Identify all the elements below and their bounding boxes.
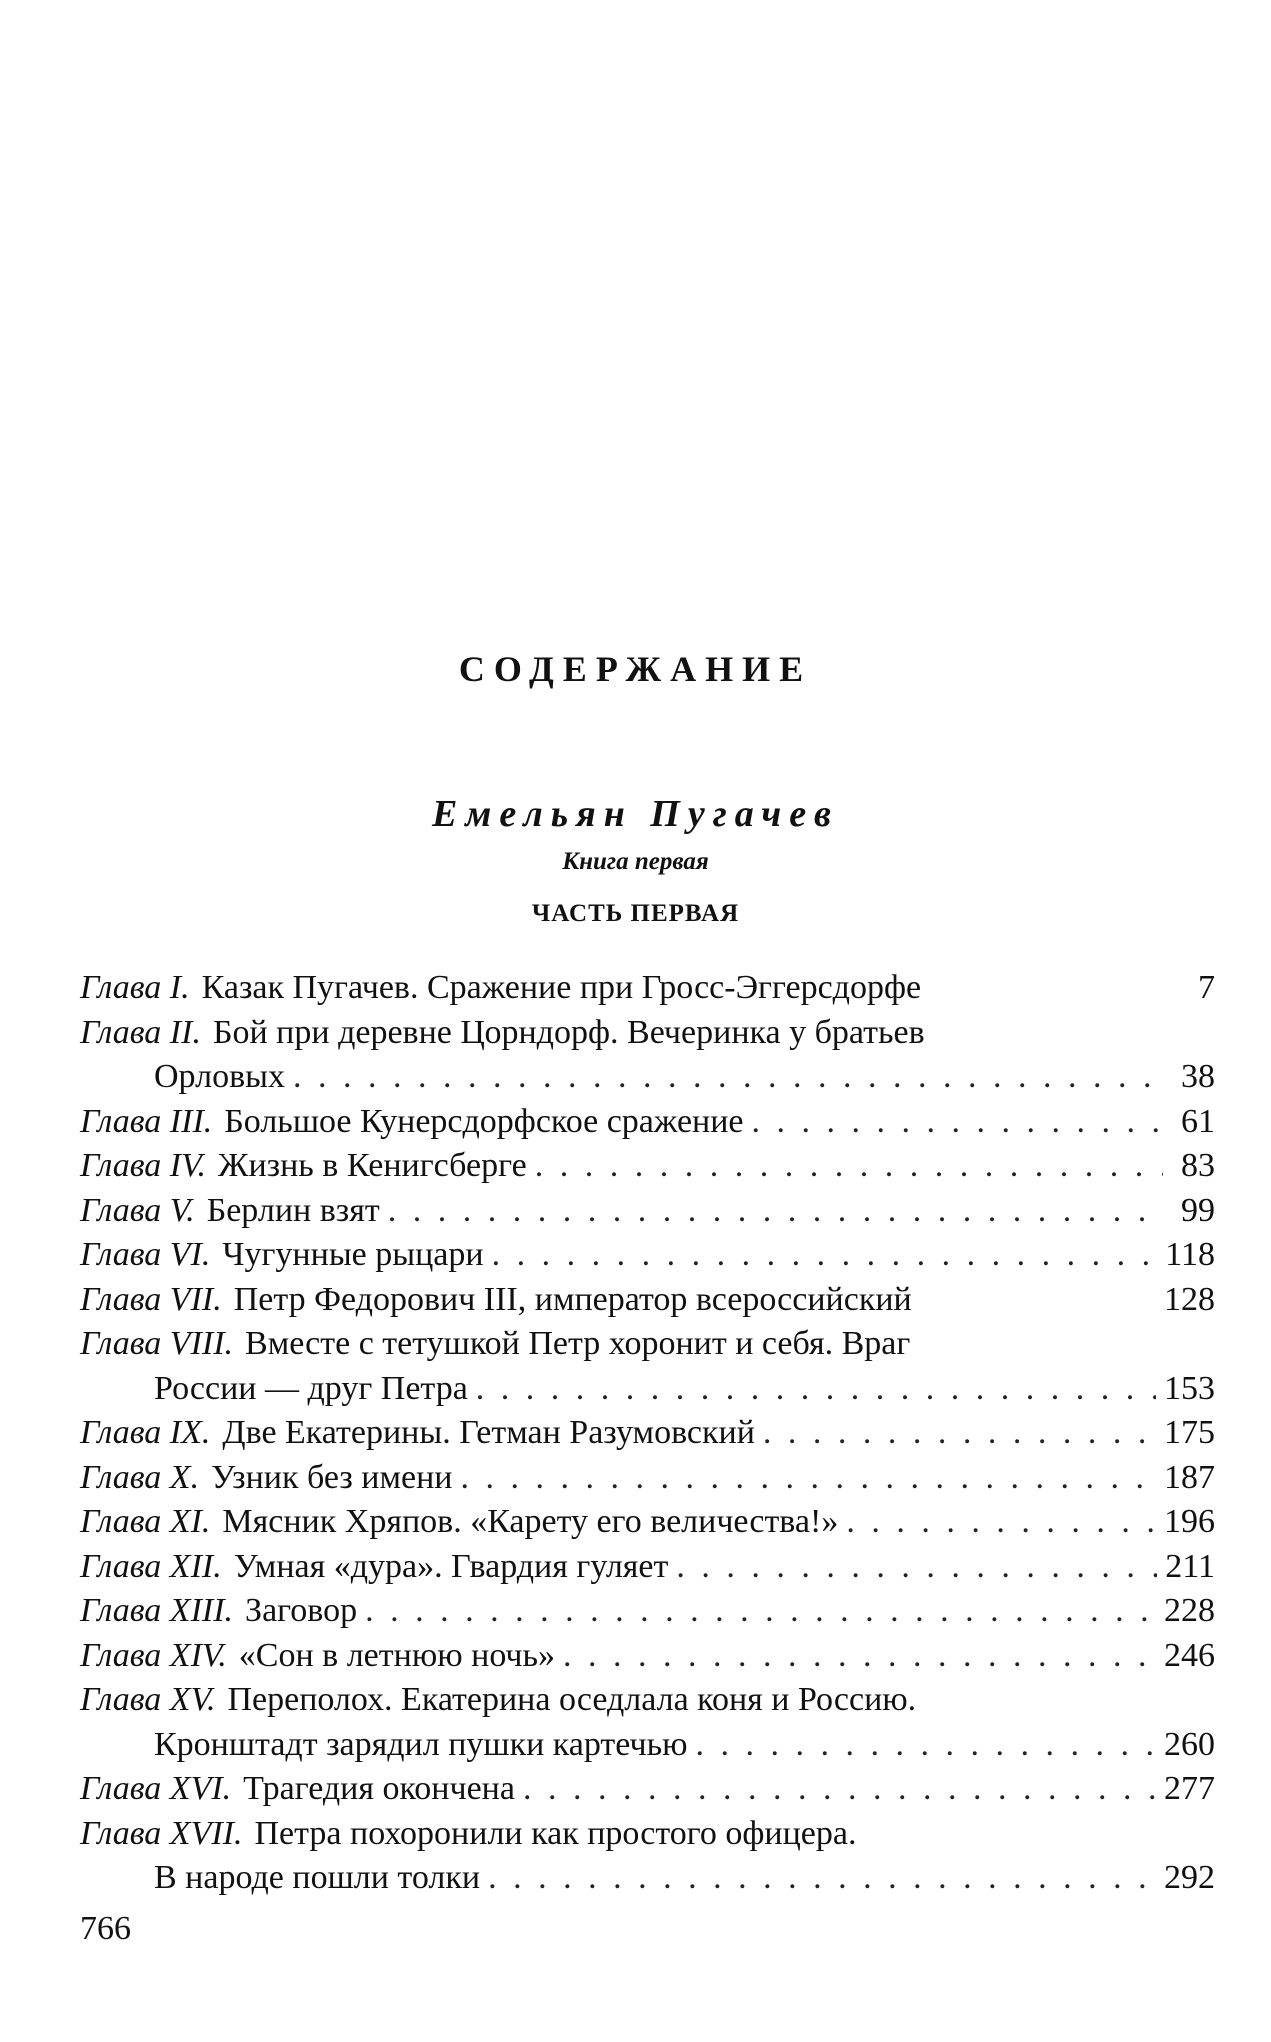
chapter-label: Глава III. (80, 1102, 213, 1140)
chapter-title-text: Казак Пугачев. Сражение при Гросс-Эггерсдорфе (201, 969, 922, 1006)
toc-entry-line (80, 1278, 1215, 1323)
chapter-title-text: России — друг Петра (154, 1369, 468, 1407)
toc-entry (80, 966, 1215, 1011)
toc-entry-line (80, 1634, 1215, 1679)
chapter-title-text: Заговор (245, 1592, 358, 1629)
dot-leader (388, 1189, 1163, 1234)
contents-title: СОДЕРЖАНИЕ (458, 649, 813, 689)
page-number: 292 (1164, 1859, 1215, 1896)
toc-entry-continuation (80, 1723, 1215, 1768)
toc-entry (80, 1678, 1215, 1767)
toc-entry-continuation (80, 1856, 1215, 1901)
toc-entry-line (80, 1678, 1215, 1723)
chapter-title-text: Узник без имени (211, 1458, 453, 1496)
chapter-title-text: Переполох. Екатерина оседлала коня и Россию. (227, 1681, 917, 1718)
toc-entry (80, 1456, 1215, 1501)
toc-entry-line (80, 1100, 1215, 1145)
chapter-label: Глава VII. (80, 1280, 222, 1318)
page-number: 277 (1164, 1770, 1215, 1807)
page-number: 246 (1164, 1636, 1215, 1674)
dot-leader (488, 1856, 1156, 1901)
book-subtitle: Книга первая (562, 848, 709, 875)
chapter-title-text: В народе пошли толки (154, 1859, 481, 1896)
toc-entry-continuation (80, 1367, 1215, 1412)
chapter-label: Глава XII. (80, 1547, 222, 1585)
chapter-title-text: Жизнь в Кенигсберге (218, 1147, 527, 1184)
toc-entry-line (80, 1589, 1215, 1634)
dot-leader (846, 1500, 1156, 1545)
page-number: 211 (1165, 1547, 1215, 1585)
chapter-label: Глава XV. (80, 1681, 216, 1718)
page-number: 118 (1165, 1236, 1215, 1273)
chapter-title-text: Трагедия окончена (243, 1770, 515, 1807)
chapter-label: Глава II. (80, 1013, 201, 1051)
page-number: 196 (1164, 1503, 1215, 1540)
toc-entry (80, 1500, 1215, 1545)
page-number: 175 (1164, 1414, 1215, 1451)
chapter-label: Глава I. (80, 969, 190, 1006)
chapter-label: Глава XI. (80, 1503, 211, 1540)
chapter-title-text: Мясник Хряпов. «Карету его величества!» (222, 1503, 839, 1540)
toc-entry (80, 1011, 1215, 1100)
chapter-title-text: Чугунные рыцари (222, 1236, 484, 1273)
toc-entry-line (80, 1456, 1215, 1501)
toc-entry-continuation (80, 1055, 1215, 1100)
toc-entry (80, 1767, 1215, 1812)
dot-leader (293, 1055, 1163, 1100)
toc-entry (80, 1589, 1215, 1634)
toc-entry-line (80, 1812, 1215, 1857)
chapter-label: Глава IV. (80, 1147, 207, 1184)
page-number: 83 (1181, 1147, 1215, 1184)
toc-entry (80, 1100, 1215, 1145)
chapter-label: Глава XIV. (80, 1636, 227, 1674)
chapter-label: Глава VIII. (80, 1325, 234, 1362)
dot-leader (460, 1456, 1156, 1501)
toc-entry (80, 1144, 1215, 1189)
toc-entry-line (80, 966, 1215, 1011)
page-number: 260 (1164, 1725, 1215, 1763)
page-number: 38 (1181, 1058, 1215, 1095)
toc-entry (80, 1411, 1215, 1456)
chapter-label: Глава XVII. (80, 1814, 243, 1852)
chapter-label: Глава IX. (80, 1414, 211, 1451)
chapter-title-text: Петр Федорович III, император всероссийский (233, 1280, 912, 1318)
toc-entry (80, 1189, 1215, 1234)
chapter-title-text: «Сон в летнюю ночь» (238, 1636, 556, 1674)
toc-entry-line (80, 1767, 1215, 1812)
toc-entry-line (80, 1011, 1215, 1056)
page-number: 99 (1181, 1191, 1215, 1229)
page-number: 187 (1164, 1458, 1215, 1496)
chapter-title-text: Петра похоронили как простого офицера. (254, 1814, 857, 1852)
page-number: 7 (1198, 969, 1215, 1006)
chapter-label: Глава XVI. (80, 1770, 232, 1807)
chapter-title-text: Бой при деревне Цорндорф. Вечеринка у братьев (212, 1013, 925, 1051)
chapter-title-text: Две Екатерины. Гетман Разумовский (222, 1414, 755, 1451)
toc-entry-line (80, 1411, 1215, 1456)
chapter-title-text: Кронштадт зарядил пушки картечью (154, 1725, 688, 1763)
dot-leader (696, 1723, 1156, 1768)
dot-leader (492, 1233, 1158, 1278)
chapter-title-text: Берлин взят (206, 1191, 380, 1229)
toc-entry-line (80, 1322, 1215, 1367)
chapter-label: Глава XIII. (80, 1592, 234, 1629)
page-folio: 766 (80, 1910, 131, 1947)
chapter-title-text: Орловых (154, 1058, 285, 1095)
dot-leader (476, 1367, 1156, 1412)
part-heading: ЧАСТЬ ПЕРВАЯ (531, 900, 740, 927)
dot-leader (535, 1144, 1163, 1189)
chapter-label: Глава VI. (80, 1236, 211, 1273)
toc-entry-line (80, 1500, 1215, 1545)
toc-entry-line (80, 1233, 1215, 1278)
page-number: 153 (1164, 1369, 1215, 1407)
dot-leader (676, 1545, 1157, 1590)
chapter-title-text: Вместе с тетушкой Петр хоронит и себя. Враг (245, 1325, 911, 1362)
toc-entry (80, 1278, 1215, 1323)
chapter-title-text: Большое Кунерсдорфское сражение (224, 1102, 744, 1140)
page-number: 128 (1164, 1280, 1215, 1318)
dot-leader (763, 1411, 1156, 1456)
page-number: 61 (1181, 1102, 1215, 1140)
toc-entry-line (80, 1189, 1215, 1234)
toc-entry (80, 1812, 1215, 1901)
chapter-title-text: Умная «дура». Гвардия гуляет (233, 1547, 669, 1585)
toc-entry (80, 1634, 1215, 1679)
toc-entry (80, 1233, 1215, 1278)
table-of-contents (80, 966, 1215, 1901)
dot-leader (365, 1589, 1156, 1634)
dot-leader (563, 1634, 1156, 1679)
toc-entry (80, 1322, 1215, 1411)
chapter-label: Глава V. (80, 1191, 195, 1229)
chapter-label: Глава X. (80, 1458, 200, 1496)
page-number: 228 (1164, 1592, 1215, 1629)
dot-leader (752, 1100, 1163, 1145)
dot-leader (523, 1767, 1156, 1812)
toc-entry (80, 1545, 1215, 1590)
toc-entry-line (80, 1545, 1215, 1590)
work-title: Емельян Пугачев (431, 793, 840, 835)
toc-entry-line (80, 1144, 1215, 1189)
